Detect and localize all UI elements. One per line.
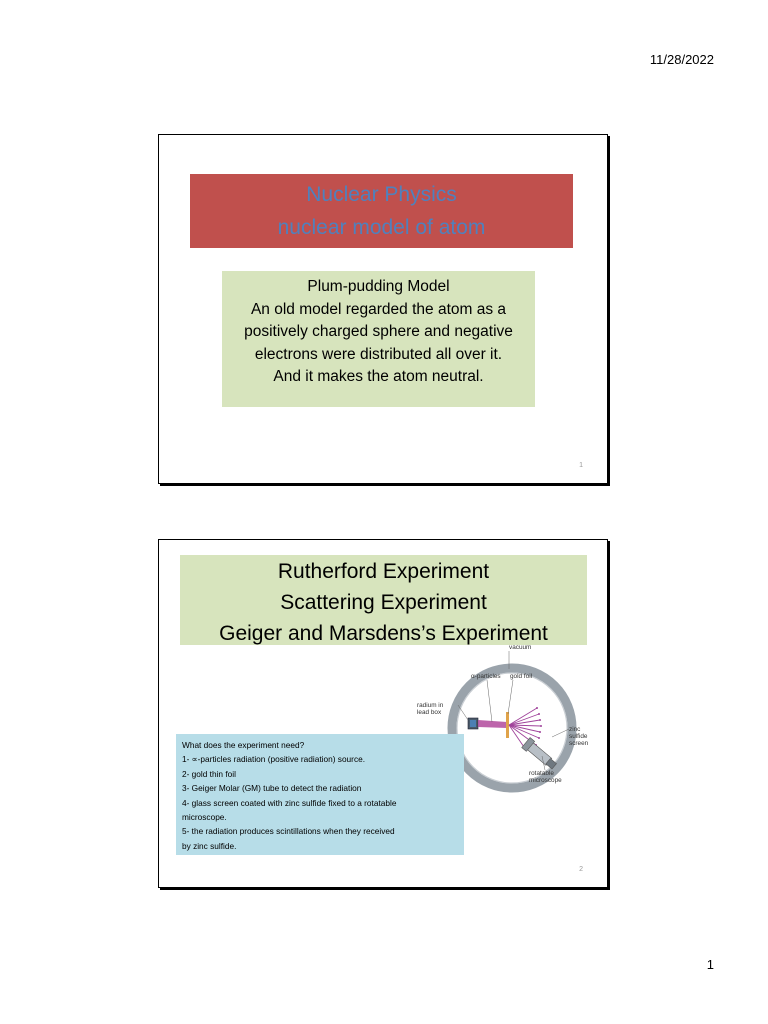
label-radium-line-2: lead box	[417, 709, 442, 716]
plum-pudding-text-line: positively charged sphere and negative	[244, 323, 513, 340]
slide-number: 2	[579, 866, 583, 873]
needs-line: 1- ∝-particles radiation (positive radiation) source.	[182, 754, 366, 765]
label-zinc-line-2: sulfide	[569, 733, 588, 740]
needs-line: 3- Geiger Molar (GM) tube to detect the radiation	[182, 783, 362, 794]
radium-source	[470, 720, 476, 727]
plum-pudding-text-line: electrons were distributed all over it.	[254, 345, 503, 363]
slide-1	[158, 134, 608, 484]
label-zinc-line-3: screen	[569, 740, 589, 747]
alpha-beam	[478, 720, 507, 728]
slide-2-title-box	[180, 555, 587, 645]
label-gold-foil: gold foil	[510, 673, 533, 680]
plum-pudding-text-line: And it makes the atom neutral.	[273, 368, 484, 385]
label-vacuum: vacuum	[509, 644, 532, 651]
label-microscope-line-2: microscope	[529, 777, 562, 784]
slide-number: 1	[579, 462, 583, 469]
page-date: 11/28/2022	[649, 52, 714, 67]
needs-line: 2- gold thin foil	[182, 768, 236, 779]
plum-pudding-text-line: An old model regarded the atom as a	[250, 300, 507, 318]
label-radium-line-1: radium in	[417, 702, 444, 709]
slide-1-title-line-1: Nuclear Physics	[306, 183, 457, 206]
label-alpha-particles: α-particles	[471, 673, 501, 680]
slide-2-title-line: Geiger and Marsdens’s Experiment	[219, 622, 548, 645]
slide-2-title-line: Rutherford Experiment	[277, 560, 490, 583]
gold-foil	[506, 712, 509, 738]
label-microscope-line-1: rotatable	[529, 770, 554, 777]
plum-pudding-box	[222, 271, 535, 407]
label-zinc-line-1: zinc	[569, 726, 581, 733]
experiment-needs-box	[176, 734, 464, 855]
slide-2-title-line: Scattering Experiment	[280, 591, 487, 614]
needs-line: 5- the radiation produces scintillations when they received	[182, 826, 395, 837]
slide-1-title-box	[190, 174, 573, 248]
needs-heading: What does the experiment need?	[182, 740, 305, 750]
rotatable-microscope	[522, 738, 559, 772]
slide-1-title-line-2: nuclear model of atom	[277, 216, 486, 239]
page-number: 1	[706, 957, 714, 972]
needs-line: by zinc sulfide.	[182, 840, 237, 851]
needs-line: microscope.	[182, 812, 227, 823]
plum-pudding-heading: Plum-pudding Model	[307, 278, 450, 295]
slide-2	[158, 539, 608, 888]
needs-line: 4- glass screen coated with zinc sulfide fixed to a rotatable	[182, 797, 397, 808]
